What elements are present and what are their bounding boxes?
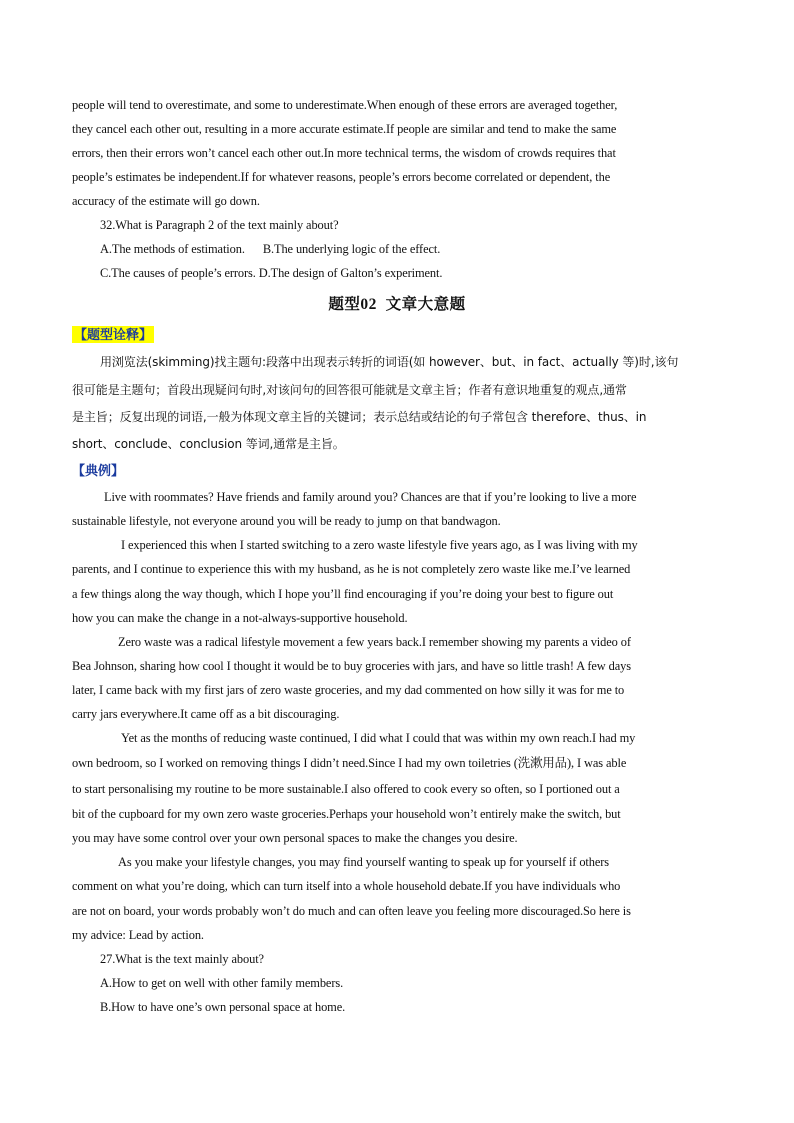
passage-line: how you can make the change in a not-always-supportive household. <box>72 611 408 625</box>
question-32-options-ab: A.The methods of estimation. B.The underlying logic of the effect. <box>100 242 441 256</box>
passage-line: own bedroom, so I worked on removing things I didn’t need.Since I had my own toiletries (洗漱用品), I was able <box>72 756 627 770</box>
question-32: 32.What is Paragraph 2 of the text mainly about? <box>100 218 339 232</box>
passage-line: Live with roommates? Have friends and family around you? Chances are that if you’re looking to live a more <box>104 490 637 504</box>
passage-line: parents, and I continue to experience this with my husband, as he is not completely zero waste like me.I’ve learned <box>72 562 631 576</box>
passage-line: my advice: Lead by action. <box>72 928 204 942</box>
question-32-options-cd: C.The causes of people’s errors. D.The design of Galton’s experiment. <box>100 266 443 280</box>
passage-line: As you make your lifestyle changes, you may find yourself wanting to speak up for yourself if others <box>118 855 610 869</box>
explanation-badge: 【题型诠释】 <box>74 327 153 342</box>
explanation-line: 用浏览法(skimming)找主题句:段落中出现表示转折的词语(如 however、but、in fact、actually 等)时,该句 <box>100 355 679 369</box>
passage-line: you may have some control over your own personal spaces to make the changes you desire. <box>72 831 518 845</box>
text-line: people will tend to overestimate, and some to underestimate.When enough of these errors are averaged together, <box>72 98 618 112</box>
text-line: they cancel each other out, resulting in a more accurate estimate.If people are similar and tend to make the same <box>72 122 617 136</box>
passage-line: later, I came back with my first jars of zero waste groceries, and my dad commented on how silly it was for me to <box>72 683 625 697</box>
question-27-option-b: B.How to have one’s own personal space at home. <box>100 1000 346 1014</box>
example-badge: 【典例】 <box>72 463 125 478</box>
passage-line: Zero waste was a radical lifestyle movement a few years back.I remember showing my parents a video of <box>118 635 631 649</box>
passage-line: sustainable lifestyle, not everyone around you will be ready to jump on that bandwagon. <box>72 514 501 528</box>
section-title: 题型02 文章大意题 <box>328 296 466 313</box>
text-line: people’s estimates be independent.If for whatever reasons, people’s errors become correlated or dependent, the <box>72 170 611 184</box>
explanation-line: 很可能是主题句；首段出现疑问句时,对该问句的回答很可能就是文章主旨；作者有意识地重复的观点,通常 <box>72 383 627 397</box>
passage-line: comment on what you’re doing, which can turn itself into a whole household debate.If you have individuals who <box>72 879 621 893</box>
passage-line: Yet as the months of reducing waste continued, I did what I could that was within my own reach.I had my <box>121 731 636 745</box>
passage-line: carry jars everywhere.It came off as a bit discouraging. <box>72 707 340 721</box>
explanation-line: 是主旨；反复出现的词语,一般为体现文章主旨的关键词；表示总结或结论的句子常包含 therefore、thus、in <box>72 410 647 424</box>
passage-line: to start personalising my routine to be more sustainable.I also offered to cook every so often, so I portioned out a <box>72 782 620 796</box>
passage-line: are not on board, your words probably won’t do much and can often leave you feeling more discouraged.So here is <box>72 904 631 918</box>
question-27: 27.What is the text mainly about? <box>100 952 264 966</box>
passage-line: I experienced this when I started switching to a zero waste lifestyle five years ago, as I was living with my <box>121 538 638 552</box>
text-line: errors, then their errors won’t cancel each other out.In more technical terms, the wisdom of crowds requires that <box>72 146 616 160</box>
passage-line: a few things along the way though, which I hope you’ll find encouraging if you’re doing your best to figure out <box>72 587 614 601</box>
passage-line: bit of the cupboard for my own zero waste groceries.Perhaps your household won’t entirely make the switch, but <box>72 807 621 821</box>
explanation-line: short、conclude、conclusion 等词,通常是主旨。 <box>72 437 345 451</box>
question-27-option-a: A.How to get on well with other family members. <box>100 976 344 990</box>
passage-line: Bea Johnson, sharing how cool I thought it would be to buy groceries with jars, and have so little trash! A few days <box>72 659 631 673</box>
text-line: accuracy of the estimate will go down. <box>72 194 260 208</box>
